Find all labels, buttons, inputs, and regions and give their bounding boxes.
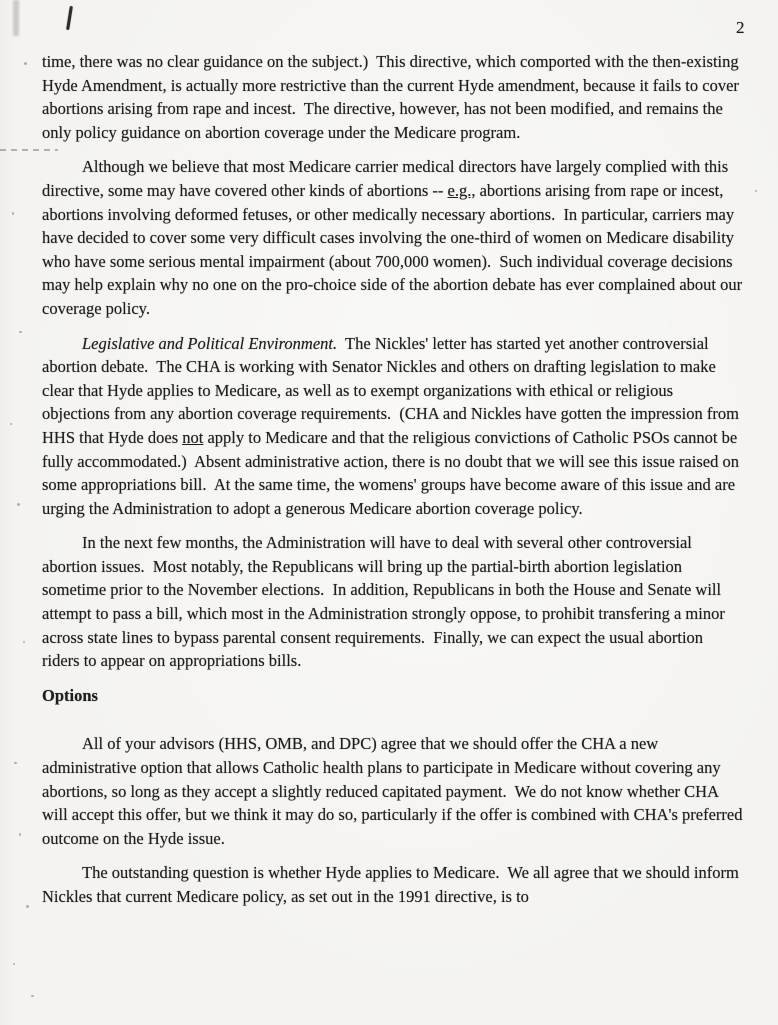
- text-segment: e.g.,: [447, 180, 476, 200]
- scan-speck: [23, 641, 25, 643]
- paragraph: [42, 332, 743, 521]
- text-segment: Options: [42, 685, 98, 705]
- page-number: 2: [736, 18, 745, 37]
- text-segment: apply to Medicare and that the religious convictions of Catholic PSOs cannot be fully accommodated.) Absent administrative action, there is no doubt that we will see this issue raised on some appropriations bill. At the same time, the womens' groups have become aware of this issue and are urging the Administration to adopt a generous Medicare abortion coverage policy.: [42, 427, 744, 518]
- text-segment: The outstanding question is whether Hyde applies to Medicare. We all agree that we should inform Nickles that current Medicare policy, as set out in the 1991 directive, is to: [42, 863, 743, 906]
- text-segment: time, there was no clear guidance on the subject.) This directive, which comported with the then-existing Hyde Amendment, is actually more restrictive than the current Hyde amendment, because it fails to cover abortions arising from rape and incest. The directive, however, has not been modified, and remains the only policy guidance on abortion coverage under the Medicare program.: [42, 52, 744, 142]
- document-body: [42, 50, 747, 920]
- text-segment: abortions arising from rape or incest, abortions involving deformed fetuses, or other medically necessary abortions. In particular, carriers may have decided to cover some very difficult cases involving the one-third of women on Medicare disability who have some serious mental impairment (about 700,000 women). Such individual coverage decisions may help explain why no one on the pro-choice side of the abortion debate has ever complained about our coverage policy.: [42, 180, 747, 318]
- text-segment: The Nickles' letter has started yet another controversial abortion debate. The CHA is working with Senator Nickles and others on drafting legislation to make clear that Hyde applies to Medicare, as well as to exempt organizations with ethical or religious objections from any abortion coverage requirements. (CHA and Nickles have gotten the impression from HHS that Hyde does: [42, 333, 744, 447]
- scan-speck: [755, 190, 757, 192]
- paragraph: [42, 50, 743, 144]
- paragraph: [42, 861, 743, 908]
- scan-speck: [12, 212, 14, 215]
- paragraph: [42, 531, 743, 673]
- text-segment: Legislative and Political Environment.: [82, 333, 338, 353]
- text-segment: not: [182, 427, 204, 447]
- scan-speck: [14, 762, 17, 764]
- scan-speck: [19, 331, 22, 333]
- scan-speck: [26, 905, 29, 908]
- scan-speck: [31, 995, 34, 997]
- text-segment: All of your advisors (HHS, OMB, and DPC) agree that we should offer the CHA a new administrative option that allows Catholic health plans to participate in Medicare without covering any abortions, so long as they accept a slightly reduced capitated payment. We do not know whether CHA will accept this offer, but we think it may do so, particularly if the offer is combined with CHA's preferred outcome on the Hyde issue.: [42, 734, 747, 848]
- text-segment: Although we believe that most Medicare carrier medical directors have largely complied with this directive, some may have covered other kinds of abortions --: [42, 157, 733, 200]
- scan-speck: [19, 833, 21, 836]
- text-segment: In the next few months, the Administration will have to deal with several other controversial abortion issues. Most notably, the Republicans will bring up the partial-birth abortion legislation sometime prior to the November elections. In addition, Republicans in both the House and Senate will attempt to pass a bill, which most in the Administration strongly oppose, to prohibit transfering a minor across state lines to bypass parental consent requirements. Finally, we can expect the usual abortion riders to appear on appropriations bills.: [42, 533, 729, 671]
- scan-speck: [13, 963, 15, 965]
- scan-speck: [17, 503, 20, 506]
- scan-speck: [10, 423, 12, 425]
- paragraph: [42, 155, 747, 320]
- section-heading: [42, 684, 743, 708]
- paragraph: [42, 732, 747, 850]
- handwritten-slash-mark: [66, 6, 73, 30]
- scan-speck: [24, 62, 27, 65]
- scan-smudge: [13, 0, 19, 36]
